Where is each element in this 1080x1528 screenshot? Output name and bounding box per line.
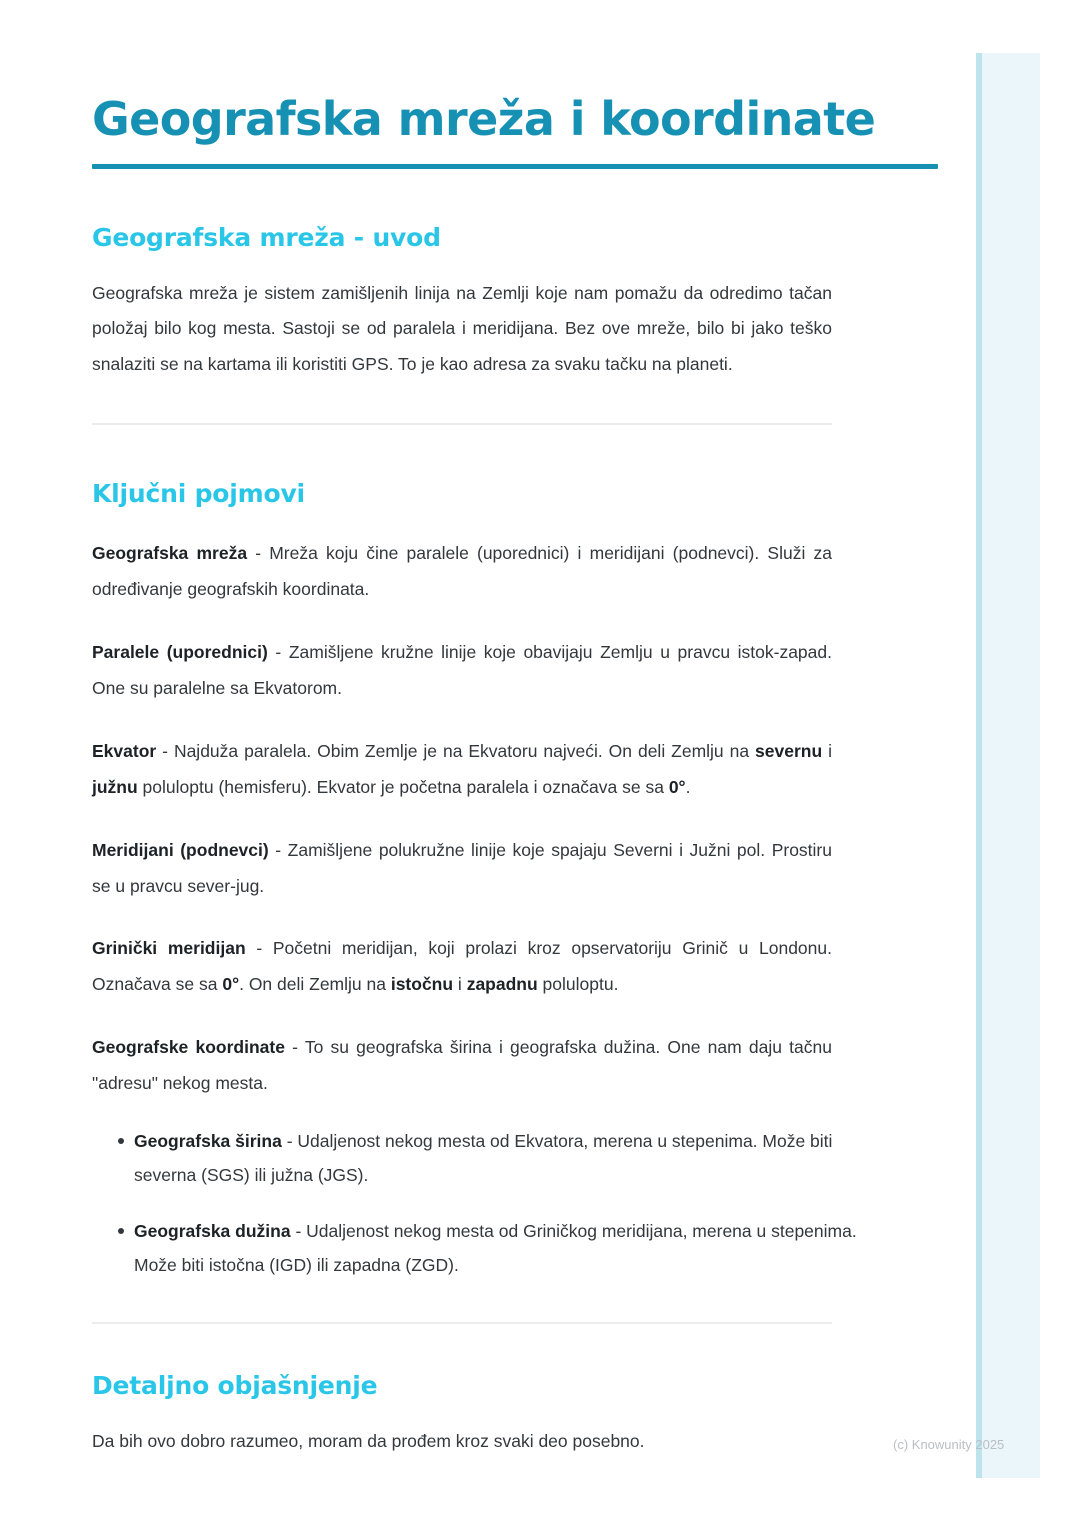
term-label: Ekvator (92, 740, 157, 761)
term-definition-part: . (685, 776, 691, 797)
term-definition-part: . On deli Zemlju na (239, 974, 391, 995)
term-definition: Zamišljene polukružne linije koje spajaju Severni i Južni pol. Prostiru se u pravcu sever-jug. (92, 839, 832, 896)
bullet-term-label: Geografska dužina (134, 1221, 291, 1242)
term-dash: - (267, 642, 289, 663)
term-definition: Mreža koju čine paralele (uporednici) i meridijani (podnevci). Služi za određivanje geografskih koordinata. (92, 543, 832, 600)
term-dash: - (247, 543, 270, 564)
term-label: Geografska mreža (92, 543, 248, 564)
list-item (118, 1214, 858, 1282)
term-label: Meridijani (podnevci) (92, 839, 269, 860)
term-dash: - (245, 938, 273, 959)
term-definition-part: i (822, 740, 832, 761)
term-paragraph-geografska-mreza (92, 536, 832, 608)
term-label: Paralele (uporednici) (92, 642, 268, 663)
coordinates-bullet-list (92, 1124, 858, 1283)
term-dash: - (284, 1037, 305, 1058)
section-divider-1 (92, 423, 832, 425)
term-paragraph-ekvator (92, 734, 832, 806)
bullet-term-dash: - (281, 1130, 298, 1151)
detailed-paragraph: Da bih ovo dobro razumeo, moram da prođem kroz svaki deo posebno. (92, 1430, 645, 1451)
term-emphasis: 0° (222, 974, 240, 995)
section-divider-2 (92, 1322, 832, 1324)
term-definition-part: poluloptu. (537, 974, 619, 995)
term-dash: - (156, 740, 174, 761)
intro-paragraph: Geografska mreža je sistem zamišljenih linija na Zemlji koje nam pomažu da odredimo tačan položaj bilo kog mesta. Sastoji se od paralela i meridijana. Bez ove mreže, bilo bi jako teško snalaziti se na kartama ili koristiti GPS. To je kao adresa za svaku tačku na planeti. (92, 282, 832, 375)
page-title: Geografska mreža i koordinate (92, 92, 876, 146)
term-definition-part: Početni meridijan, koji prolazi kroz opservatoriju Grinič u Londonu. Označava se sa (92, 938, 832, 995)
list-item (118, 1124, 858, 1192)
term-label: Grinički meridijan (92, 938, 246, 959)
title-underline-rule (92, 164, 938, 169)
term-paragraph-meridijani (92, 833, 832, 905)
bullet-term-definition: Udaljenost nekog mesta od Ekvatora, merena u stepenima. Može biti severna (SGS) ili južna (JGS). (134, 1130, 833, 1186)
section-heading-intro: Geografska mreža - uvod (92, 223, 441, 253)
term-label: Geografske koordinate (92, 1037, 285, 1058)
term-emphasis: severnu (755, 740, 823, 761)
term-definition-part: poluloptu (hemisferu). Ekvator je početna paralela i označava se sa (137, 776, 669, 797)
term-emphasis: istočnu (390, 974, 454, 995)
copyright-watermark: (c) Knowunity 2025 (893, 1437, 1005, 1452)
term-dash: - (268, 839, 288, 860)
term-emphasis: 0° (668, 776, 686, 797)
section-heading-detailed: Detaljno objašnjenje (92, 1371, 378, 1401)
bullet-term-definition: Udaljenost nekog mesta od Griničkog meridijana, merena u stepenima. Može biti istočna (IGD) ili zapadna (ZGD). (134, 1221, 857, 1276)
bullet-term-label: Geografska širina (134, 1130, 282, 1151)
term-paragraph-geografske-koordinate (92, 1030, 832, 1102)
term-paragraph-paralele (92, 635, 832, 707)
bullet-term-dash: - (290, 1221, 307, 1242)
term-definition: To su geografska širina i geografska dužina. One nam daju tačnu "adresu" nekog mesta. (92, 1037, 832, 1094)
term-definition-part: Najduža paralela. Obim Zemlje je na Ekvatoru najveći. On deli Zemlju na (173, 740, 756, 761)
section-heading-key-terms: Ključni pojmovi (92, 479, 305, 509)
right-decorative-panel-accent-line (976, 53, 982, 1478)
term-paragraph-gринicki-meridijan (92, 931, 832, 1003)
right-decorative-panel (976, 53, 1040, 1478)
term-definition-part: i (453, 974, 467, 995)
term-emphasis: zapadnu (466, 974, 538, 995)
term-definition: Zamišljene kružne linije koje obavijaju Zemlju u pravcu istok-zapad. One su paralelne sa Ekvatorom. (92, 642, 832, 699)
term-emphasis: južnu (92, 776, 138, 797)
